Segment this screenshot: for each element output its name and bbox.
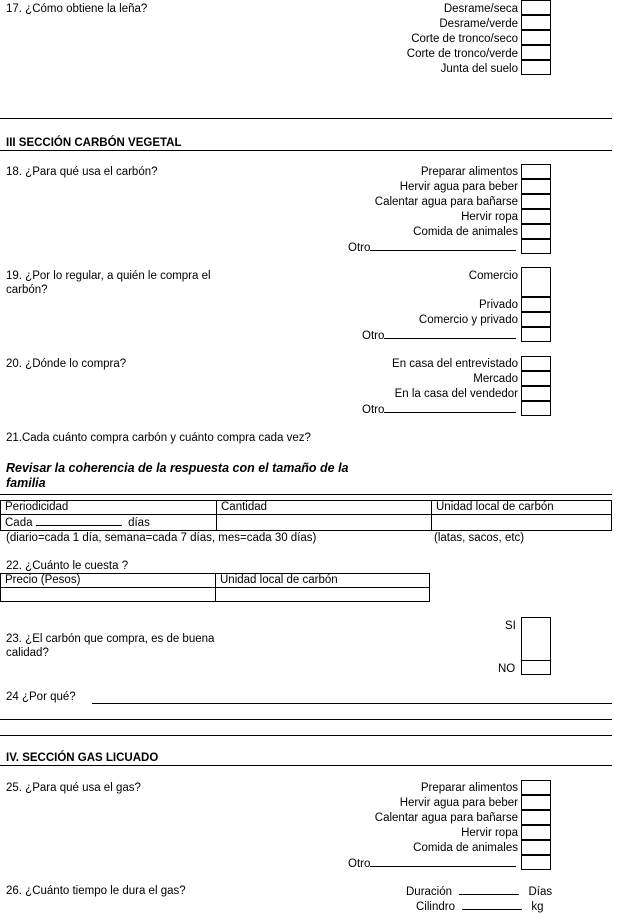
q18-checkbox[interactable] <box>521 194 551 209</box>
q18-other-label: Otro <box>348 242 371 254</box>
q25-checkbox[interactable] <box>521 855 551 870</box>
q21-question: 21.Cada cuánto compra carbón y cuánto compra cada vez? <box>6 432 311 444</box>
instruction-line: familia <box>6 476 46 490</box>
q19-question-line: 19. ¿Por lo regular, a quién le compra el <box>6 270 211 282</box>
q20-checkbox[interactable] <box>521 386 551 401</box>
cylinder-row <box>416 899 544 914</box>
q20-other-input[interactable] <box>384 402 516 413</box>
periodicity-cell <box>1 515 217 531</box>
unit-cell[interactable] <box>432 515 612 531</box>
q20-option: En casa del entrevistado <box>392 358 518 370</box>
q25-option: Hervir agua para beber <box>399 797 518 809</box>
q17-question: 17. ¿Cómo obtiene la leña? <box>6 3 148 15</box>
cylinder-label: Cilindro <box>416 901 455 913</box>
q25-checkbox[interactable] <box>521 840 551 855</box>
q23-question-line: 23. ¿El carbón que compra, es de buena <box>6 633 215 645</box>
q25-checkbox[interactable] <box>521 810 551 825</box>
q17-checkbox[interactable] <box>521 60 551 75</box>
table-header: Periodicidad <box>1 501 217 515</box>
q19-option: Privado <box>479 299 518 311</box>
cada-label: Cada <box>5 517 33 529</box>
q25-option: Hervir ropa <box>461 827 518 839</box>
q19-question-line: carbón? <box>6 284 48 296</box>
no-checkbox[interactable] <box>521 660 551 675</box>
q18-option: Hervir agua para beber <box>399 181 518 193</box>
section-underline <box>0 765 612 766</box>
q18-option: Hervir ropa <box>461 211 518 223</box>
section-title: III SECCIÓN CARBÓN VEGETAL <box>6 137 182 149</box>
q19-option: Comercio y privado <box>418 314 518 326</box>
q18-checkbox[interactable] <box>521 209 551 224</box>
q18-option: Calentar agua para bañarse <box>374 196 518 208</box>
q17-checkbox[interactable] <box>521 30 551 45</box>
q24-question: 24 ¿Por qué? <box>6 691 76 703</box>
duration-row <box>406 884 552 899</box>
q20-checkbox[interactable] <box>521 371 551 386</box>
instruction-line: Revisar la coherencia de la respuesta con el tamaño de la <box>6 461 349 475</box>
q19-option: Comercio <box>468 270 518 282</box>
q20-other <box>362 402 516 417</box>
duration-unit: Días <box>528 886 553 898</box>
q18-other <box>348 240 516 255</box>
table-header: Unidad local de carbón <box>432 501 612 515</box>
instruction <box>6 461 349 491</box>
q20-checkbox[interactable] <box>521 401 551 416</box>
no-label: NO <box>498 663 516 675</box>
q25-option: Preparar alimentos <box>420 782 518 794</box>
q19-other-input[interactable] <box>384 328 516 339</box>
yes-checkbox[interactable] <box>521 617 551 661</box>
q25-other-label: Otro <box>348 858 371 870</box>
q24-answer-line[interactable] <box>92 703 612 704</box>
quantity-cell[interactable] <box>217 515 432 531</box>
q22-question: 22. ¿Cuánto le cuesta ? <box>6 560 129 572</box>
q20-other-label: Otro <box>362 404 385 416</box>
q20-option: Mercado <box>473 373 518 385</box>
q19-checkbox[interactable] <box>521 297 551 312</box>
q18-checkbox[interactable] <box>521 239 551 254</box>
q17-checkbox[interactable] <box>521 15 551 30</box>
q17-option: Desrame/verde <box>439 18 518 30</box>
q18-option: Comida de animales <box>413 226 518 238</box>
divider <box>0 118 612 119</box>
purchase-table <box>0 500 612 531</box>
q18-checkbox[interactable] <box>521 179 551 194</box>
q17-checkbox[interactable] <box>521 0 551 15</box>
days-input[interactable] <box>36 515 122 526</box>
q17-option: Junta del suelo <box>440 63 518 75</box>
section-underline <box>0 150 612 151</box>
q19-other-label: Otro <box>362 330 385 342</box>
q18-other-input[interactable] <box>370 240 516 251</box>
cylinder-input[interactable] <box>462 899 522 910</box>
q17-option: Corte de tronco/verde <box>406 48 518 60</box>
cylinder-unit: kg <box>531 901 544 913</box>
q25-checkbox[interactable] <box>521 825 551 840</box>
q17-checkbox[interactable] <box>521 45 551 60</box>
table-header: Precio (Pesos) <box>1 574 216 588</box>
q18-checkbox[interactable] <box>521 224 551 239</box>
q19-question <box>6 269 211 297</box>
q19-checkbox[interactable] <box>521 312 551 327</box>
q17-option: Desrame/seca <box>443 3 518 15</box>
q26-question: 26. ¿Cuánto tiempo le dura el gas? <box>6 885 186 897</box>
q25-other <box>348 856 516 871</box>
duration-label: Duración <box>406 886 453 898</box>
q18-option: Preparar alimentos <box>420 166 518 178</box>
q17-option: Corte de tronco/seco <box>411 33 518 45</box>
q19-checkbox[interactable] <box>521 327 551 342</box>
q19-checkbox[interactable] <box>521 267 551 297</box>
q20-checkbox[interactable] <box>521 356 551 371</box>
q23-question-line: calidad? <box>6 647 49 659</box>
q24-answer-line[interactable] <box>0 735 612 736</box>
table-header: Unidad local de carbón <box>216 574 430 588</box>
q25-other-input[interactable] <box>370 856 516 867</box>
section-title: IV. SECCIÓN GAS LICUADO <box>6 752 159 764</box>
table-header: Cantidad <box>217 501 432 515</box>
q24-answer-line[interactable] <box>0 719 612 720</box>
q25-question: 25. ¿Para qué usa el gas? <box>6 782 141 794</box>
q25-checkbox[interactable] <box>521 795 551 810</box>
q18-question: 18. ¿Para qué usa el carbón? <box>6 166 158 178</box>
q25-option: Comida de animales <box>413 842 518 854</box>
unit-note: (latas, sacos, etc) <box>434 532 525 544</box>
price-table <box>0 573 430 602</box>
q20-question: 20. ¿Dónde lo compra? <box>6 358 127 370</box>
yes-label: SI <box>505 620 516 632</box>
dias-label: días <box>128 517 150 529</box>
divider <box>0 494 612 495</box>
q25-checkbox[interactable] <box>521 780 551 795</box>
q18-checkbox[interactable] <box>521 164 551 179</box>
duration-input[interactable] <box>459 884 519 895</box>
price-cell[interactable] <box>1 588 216 602</box>
periodicity-note: (diario=cada 1 día, semana=cada 7 días, mes=cada 30 días) <box>6 532 317 544</box>
q19-other <box>362 328 516 343</box>
unit-cell[interactable] <box>216 588 430 602</box>
q20-option: En la casa del vendedor <box>394 388 518 400</box>
q23-question <box>6 632 214 660</box>
q25-option: Calentar agua para bañarse <box>374 812 518 824</box>
